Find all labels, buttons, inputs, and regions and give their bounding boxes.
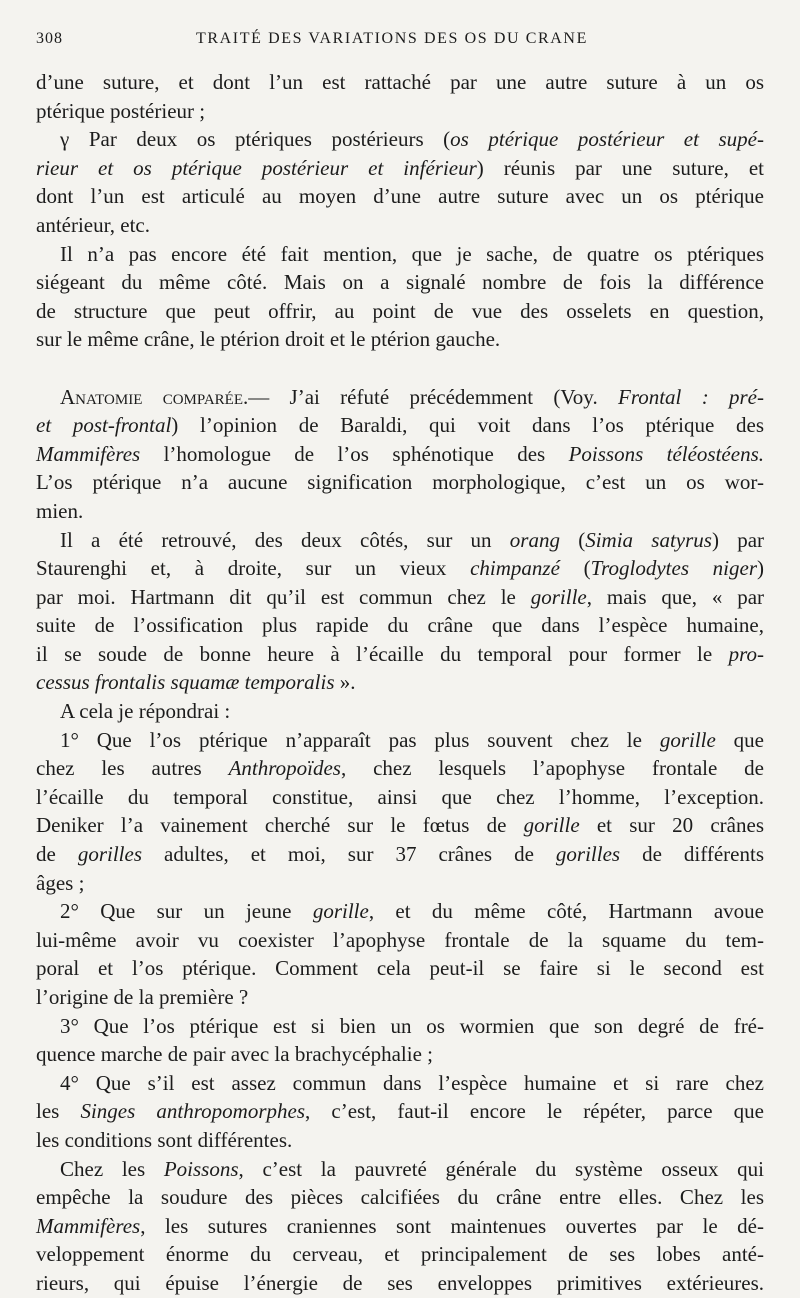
text-line: γ Par deux os ptériques postérieurs (os ptérique postérieur et supé- [60,127,764,152]
text-line: Mammifères l’homologue de l’os sphénotique des Poissons téléostéens. [36,441,764,466]
text-line: empêche la soudure des pièces calcifiées du crâne entre elles. Chez les [36,1185,764,1210]
running-title: TRAITÉ DES VARIATIONS DES OS DU CRANE [196,30,588,47]
body-text [36,68,764,1298]
text-line: 2° Que sur un jeune gorille, et du même côté, Hartmann avoue [60,899,764,924]
text-line: Chez les Poissons, c’est la pauvreté générale du système osseux qui [60,1156,764,1181]
text-line: Il n’a pas encore été fait mention, que je sache, de quatre os ptériques [60,241,764,266]
page-header [36,30,764,56]
text-line: les conditions sont différentes. [36,1127,293,1152]
text-line: 4° Que s’il est assez commun dans l’espèce humaine et si rare chez [60,1070,764,1095]
section-heading: Anatomie comparée. [60,384,249,409]
text-line: de gorilles adultes, et moi, sur 37 crânes de gorilles de différents [36,842,764,867]
text-line: Staurenghi et, à droite, sur un vieux chimpanzé (Troglodytes niger) [36,556,765,581]
page-number: 308 [36,30,63,47]
text-line: d’une suture, et dont l’un est rattaché par une autre suture à un os [36,70,764,94]
text-line: âges ; [36,870,85,895]
text-line: Mammifères, les sutures craniennes sont maintenues ouvertes par le dé- [36,1213,764,1238]
text-line: cessus frontalis squamæ temporalis ». [36,670,356,695]
text-line: poral et l’os ptérique. Comment cela peut-il se faire si le second est [36,956,764,981]
text-line: A cela je répondrai : [60,699,231,724]
section-spacer [36,354,764,383]
text-line: rieurs, qui épuise l’énergie de ses enveloppes primitives extérieures. [36,1270,764,1295]
text-line: lui-même avoir vu coexister l’apophyse frontale de la squame du tem- [36,927,764,952]
text-line: Deniker l’a vainement cherché sur le fœtus de gorille et sur 20 crânes [36,813,764,838]
text-line: chez les autres Anthropoïdes, chez lesquels l’apophyse frontale de [36,756,764,781]
text-line: 1° Que l’os ptérique n’apparaît pas plus souvent chez le gorille que [60,727,764,752]
text-line: Il a été retrouvé, des deux côtés, sur un orang (Simia satyrus) par [60,527,765,552]
text-line: l’origine de la première ? [36,985,249,1009]
text-line: et post-frontal) l’opinion de Baraldi, qui voit dans l’os ptérique des [36,413,764,438]
text-line: il se soude de bonne heure à l’écaille du temporal pour former le pro- [36,641,764,666]
text-line: veloppement énorme du cerveau, et principalement de ses lobes anté- [36,1242,764,1267]
text-line: quence marche de pair avec la brachycéphalie ; [36,1042,434,1067]
text-line: mien. [36,498,84,523]
text-line: rieur et os ptérique postérieur et inférieur) réunis par une suture, et [36,155,764,180]
text-line: siégeant du même côté. Mais on a signalé nombre de fois la différence [36,270,764,295]
text-line: sur le même crâne, le ptérion droit et le ptérion gauche. [36,327,501,352]
text-line: les Singes anthropomorphes, c’est, faut-il encore le répéter, parce que [36,1099,764,1124]
text-line: l’écaille du temporal constitue, ainsi que chez l’homme, l’exception. [36,784,764,809]
text-line: 3° Que l’os ptérique est si bien un os wormien que son degré de fré- [60,1013,764,1038]
text-line: L’os ptérique n’a aucune signification morphologique, c’est un os wor- [36,470,764,495]
text-line: de structure que peut offrir, au point de vue des osselets en question, [36,298,764,323]
text-line: ptérique postérieur ; [36,98,206,123]
text-line: suite de l’ossification plus rapide du crâne que dans l’espèce humaine, [36,613,764,638]
text-line: antérieur, etc. [36,212,151,237]
text-line: par moi. Hartmann dit qu’il est commun chez le gorille, mais que, « par [36,584,765,609]
text-line: dont l’un est articulé au moyen d’une autre suture avec un os ptérique [36,184,764,209]
section-heading-line: Anatomie comparée.— J’ai réfuté précédemment (Voy. Frontal : pré- [60,384,764,409]
